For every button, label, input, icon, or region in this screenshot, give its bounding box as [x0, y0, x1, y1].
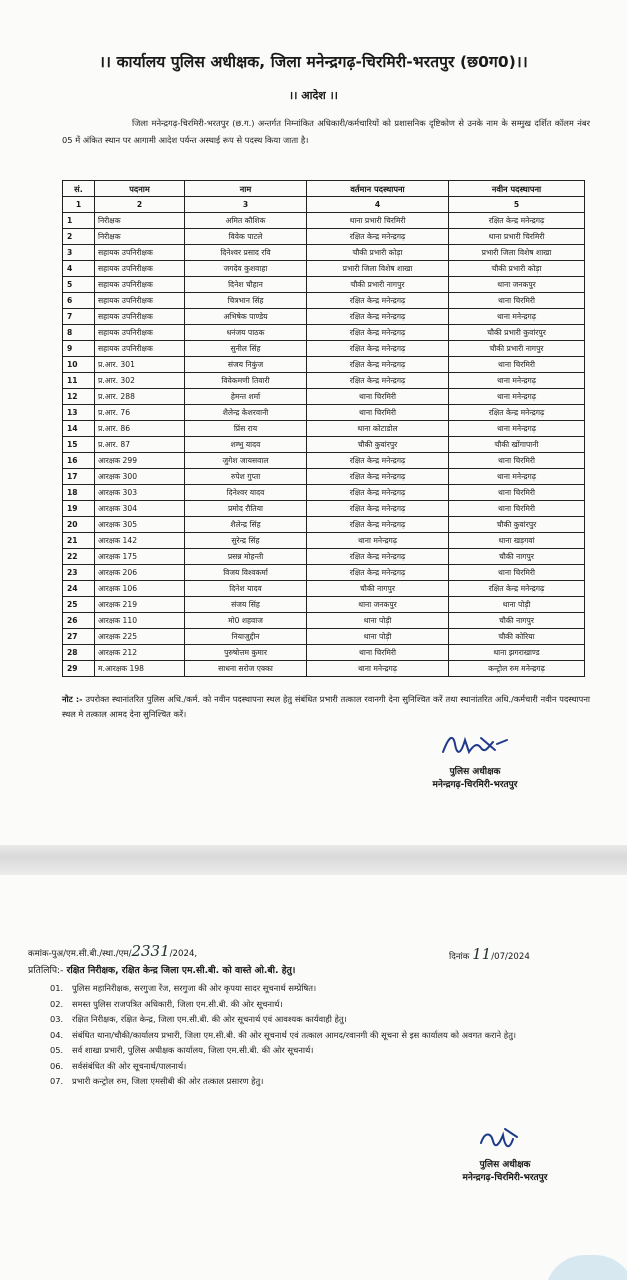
serial-cell: 6	[63, 293, 95, 309]
name-cell: शैलेन्द्र केशरवानी	[185, 405, 307, 421]
list-item-text: रक्षित निरीक्षक, रक्षित केन्द्र, जिला एम.सी.बी. की ओर सूचनार्थ एवं आवश्यक कार्यवाही हेतु।	[72, 1014, 347, 1024]
table-row	[63, 581, 585, 597]
designation-cell: आरक्षक 225	[95, 629, 185, 645]
table-row	[63, 245, 585, 261]
list-item-text: सर्वसंबंधित की ओर सूचनार्थ/पालनार्थ।	[72, 1060, 187, 1071]
copy-to-line	[28, 963, 295, 976]
serial-cell: 8	[63, 325, 95, 341]
serial-cell: 15	[63, 437, 95, 453]
signature-title: पुलिस अधीक्षक	[449, 767, 501, 777]
table-row	[63, 421, 585, 437]
list-item	[50, 1028, 580, 1044]
copy-recipient: रक्षित निरीक्षक, रक्षित केन्द्र जिला एम.सी.बी. को वास्ते ओ.बी. हेतु।	[66, 965, 296, 976]
designation-cell: आरक्षक 300	[95, 469, 185, 485]
table-row	[63, 341, 585, 357]
current-posting-cell: थाना प्रभारी चिरमिरी	[307, 213, 449, 229]
table-row	[63, 309, 585, 325]
current-posting-cell: थाना मनेन्द्रगढ़	[307, 533, 449, 549]
list-item-number: 03.	[50, 1014, 64, 1024]
table-row	[63, 613, 585, 629]
column-number: 3	[185, 197, 307, 213]
table-row	[63, 373, 585, 389]
designation-cell: निरीक्षक	[95, 213, 185, 229]
serial-cell: 16	[63, 453, 95, 469]
new-posting-cell: चौकी खोंगापानी	[449, 437, 585, 453]
name-cell: मो0 शहवाज	[185, 613, 307, 629]
serial-cell: 19	[63, 501, 95, 517]
name-cell: पुरुषोत्तम कुमार	[185, 645, 307, 661]
table-row	[63, 213, 585, 229]
designation-cell: प्र.आर. 76	[95, 405, 185, 421]
designation-cell: आरक्षक 219	[95, 597, 185, 613]
name-cell: दिनेश्वर यादव	[185, 485, 307, 501]
designation-cell: निरीक्षक	[95, 229, 185, 245]
column-number: 5	[449, 197, 585, 213]
new-posting-cell: रक्षित केन्द्र मनेन्द्रगढ़	[449, 581, 585, 597]
new-posting-cell: रक्षित केन्द्र मनेन्द्रगढ़	[449, 405, 585, 421]
list-item-text: सर्व शाखा प्रभारी, पुलिस अधीक्षक कार्यालय, जिला एम.सी.बी. की ओर सूचनार्थ।	[72, 1045, 314, 1055]
name-cell: शैलेन्द्र सिंह	[185, 517, 307, 533]
table-row	[63, 549, 585, 565]
reference-handwritten-number: 2331	[131, 942, 170, 960]
current-posting-cell: रक्षित केन्द्र मनेन्द्रगढ़	[307, 469, 449, 485]
name-cell: विजय विश्वकर्मा	[185, 565, 307, 581]
designation-cell: आरक्षक 206	[95, 565, 185, 581]
order-intro: जिला मनेन्द्रगढ़-चिरमिरी-भरतपुर (छ.ग.) अन्तर्गत निम्नांकित अधिकारी/कर्मचारियों को प्रशासनिक दृष्टिकोण से उनके नाम के सम्मुख दर्शित कॉलम नंबर 05 में अंकित स्थान पर आगामी आदेश पर्यन्त अस्थाई रूप से पदस्थ किया जाता है।	[62, 118, 590, 145]
table-row	[63, 389, 585, 405]
header-name: नाम	[185, 181, 307, 197]
current-posting-cell: प्रभारी जिला विशेष शाखा	[307, 261, 449, 277]
current-posting-cell: थाना जनकपुर	[307, 597, 449, 613]
table-row	[63, 517, 585, 533]
current-posting-cell: थाना चिरमिरी	[307, 389, 449, 405]
list-item	[50, 1012, 580, 1028]
serial-cell: 20	[63, 517, 95, 533]
current-posting-cell: रक्षित केन्द्र मनेन्द्रगढ़	[307, 485, 449, 501]
name-cell: धनंजय पाठक	[185, 325, 307, 341]
signature-block	[400, 730, 550, 790]
list-item	[50, 981, 580, 997]
designation-cell: प्र.आर. 302	[95, 373, 185, 389]
designation-cell: आरक्षक 303	[95, 485, 185, 501]
designation-cell: प्र.आर. 86	[95, 421, 185, 437]
table-row	[63, 597, 585, 613]
table-header-row	[63, 181, 585, 197]
name-cell: शम्भु यादव	[185, 437, 307, 453]
new-posting-cell: थाना मनेन्द्रगढ़	[449, 309, 585, 325]
table-row	[63, 293, 585, 309]
current-posting-cell: रक्षित केन्द्र मनेन्द्रगढ़	[307, 293, 449, 309]
new-posting-cell: थाना चिरमिरी	[449, 485, 585, 501]
name-cell: रुपेश गुप्ता	[185, 469, 307, 485]
serial-cell: 12	[63, 389, 95, 405]
table-row	[63, 229, 585, 245]
serial-cell: 22	[63, 549, 95, 565]
serial-cell: 4	[63, 261, 95, 277]
designation-cell: सहायक उपनिरीक्षक	[95, 261, 185, 277]
table-row	[63, 357, 585, 373]
current-posting-cell: थाना पोड़ी	[307, 629, 449, 645]
name-cell: अभिषेक पाण्डेय	[185, 309, 307, 325]
name-cell: सुनील सिंह	[185, 341, 307, 357]
current-posting-cell: रक्षित केन्द्र मनेन्द्रगढ़	[307, 549, 449, 565]
current-posting-cell: रक्षित केन्द्र मनेन्द्रगढ़	[307, 325, 449, 341]
list-item	[50, 997, 580, 1013]
designation-cell: प्र.आर. 288	[95, 389, 185, 405]
serial-cell: 13	[63, 405, 95, 421]
designation-cell: आरक्षक 299	[95, 453, 185, 469]
name-cell: अमित कौशिक	[185, 213, 307, 229]
serial-cell: 25	[63, 597, 95, 613]
date-label: दिनांक	[449, 952, 470, 962]
new-posting-cell: चौकी नागपुर	[449, 613, 585, 629]
new-posting-cell: थाना मनेन्द्रगढ़	[449, 469, 585, 485]
serial-cell: 10	[63, 357, 95, 373]
table-row	[63, 661, 585, 677]
name-cell: संजय सिंह	[185, 597, 307, 613]
order-heading: ।। आदेश ।।	[289, 89, 338, 102]
designation-cell: सहायक उपनिरीक्षक	[95, 341, 185, 357]
new-posting-cell: थाना खड़गवां	[449, 533, 585, 549]
table-row	[63, 533, 585, 549]
current-posting-cell: थाना चिरमिरी	[307, 645, 449, 661]
serial-cell: 2	[63, 229, 95, 245]
serial-cell: 11	[63, 373, 95, 389]
designation-cell: सहायक उपनिरीक्षक	[95, 325, 185, 341]
name-cell: हेमन्त शर्मा	[185, 389, 307, 405]
serial-cell: 1	[63, 213, 95, 229]
list-item-number: 07.	[50, 1076, 64, 1086]
designation-cell: आरक्षक 305	[95, 517, 185, 533]
current-posting-cell: चौकी नागपुर	[307, 581, 449, 597]
column-number-row	[63, 197, 585, 213]
serial-cell: 7	[63, 309, 95, 325]
serial-cell: 9	[63, 341, 95, 357]
header-current-posting: वर्तमान पदस्थापना	[307, 181, 449, 197]
new-posting-cell: कन्ट्रोल रुम मनेन्द्रगढ़	[449, 661, 585, 677]
designation-cell: आरक्षक 304	[95, 501, 185, 517]
column-number: 4	[307, 197, 449, 213]
designation-cell: आरक्षक 110	[95, 613, 185, 629]
current-posting-cell: थाना कोटाडोल	[307, 421, 449, 437]
name-cell: प्रसन्न मोहन्ती	[185, 549, 307, 565]
new-posting-cell: थाना चिरमिरी	[449, 293, 585, 309]
new-posting-cell: चौकी नागपुर	[449, 549, 585, 565]
new-posting-cell: थाना जनकपुर	[449, 277, 585, 293]
table-row	[63, 469, 585, 485]
name-cell: साधना सरोज एक्का	[185, 661, 307, 677]
list-item-number: 05.	[50, 1045, 64, 1055]
table-row	[63, 645, 585, 661]
table-row	[63, 629, 585, 645]
new-posting-cell: चौकी कोरिया	[449, 629, 585, 645]
serial-cell: 23	[63, 565, 95, 581]
signature-mark-icon	[475, 1125, 535, 1155]
name-cell: जगदेव कुशवाहा	[185, 261, 307, 277]
name-cell: प्रमोद रौतिया	[185, 501, 307, 517]
designation-cell: सहायक उपनिरीक्षक	[95, 245, 185, 261]
note-label: नोट :-	[62, 694, 83, 704]
designation-cell: सहायक उपनिरीक्षक	[95, 293, 185, 309]
current-posting-cell: रक्षित केन्द्र मनेन्द्रगढ़	[307, 517, 449, 533]
serial-cell: 27	[63, 629, 95, 645]
name-cell: सुरेन्द्र सिंह	[185, 533, 307, 549]
list-item-text: समस्त पुलिस राजपत्रित अधिकारी, जिला एम.सी.बी. की ओर सूचनार्थ।	[72, 998, 283, 1009]
current-posting-cell: चौकी कुवांरपुर	[307, 437, 449, 453]
serial-cell: 28	[63, 645, 95, 661]
current-posting-cell: रक्षित केन्द्र मनेन्द्रगढ़	[307, 501, 449, 517]
designation-cell: सहायक उपनिरीक्षक	[95, 277, 185, 293]
serial-cell: 24	[63, 581, 95, 597]
current-posting-cell: थाना मनेन्द्रगढ़	[307, 661, 449, 677]
table-row	[63, 453, 585, 469]
designation-cell: आरक्षक 175	[95, 549, 185, 565]
designation-cell: आरक्षक 106	[95, 581, 185, 597]
list-item	[50, 1043, 580, 1059]
name-cell: प्रिंस राय	[185, 421, 307, 437]
new-posting-cell: थाना प्रभारी चिरमिरी	[449, 229, 585, 245]
designation-cell: आरक्षक 212	[95, 645, 185, 661]
new-posting-cell: थाना मनेन्द्रगढ़	[449, 373, 585, 389]
copy-label: प्रतिलिपि:-	[28, 965, 64, 976]
table-row	[63, 437, 585, 453]
name-cell: नियाजुद्दीन	[185, 629, 307, 645]
list-item-text: संबंधित थाना/चौकी/कार्यालय प्रभारी, जिला एम.सी.बी. की ओर सूचनार्थ एवं तत्काल आमद/रवानगी की सूचना से इस कार्यालय को अवगत कराने हेतु।	[72, 1029, 517, 1040]
list-item-text: प्रभारी कन्ट्रोल रुम, जिला एमसीबी की ओर तत्काल प्रसारण हेतु।	[72, 1076, 264, 1086]
list-item	[50, 1059, 580, 1075]
date-handwritten-day: 11	[472, 945, 492, 963]
table-row	[63, 261, 585, 277]
reference-number	[28, 942, 197, 960]
name-cell: चित्रभान सिंह	[185, 293, 307, 309]
signature-block	[430, 1125, 580, 1183]
new-posting-cell: रक्षित केन्द्र मनेन्द्रगढ़	[449, 213, 585, 229]
current-posting-cell: थाना चिरमिरी	[307, 405, 449, 421]
current-posting-cell: रक्षित केन्द्र मनेन्द्रगढ़	[307, 453, 449, 469]
header-serial: सं.	[63, 181, 95, 197]
new-posting-cell: प्रभारी जिला विशेष शाखा	[449, 245, 585, 261]
new-posting-cell: चौकी प्रभारी कुवांरपुर	[449, 325, 585, 341]
table-row	[63, 405, 585, 421]
header-new-posting: नवीन पदस्थापना	[449, 181, 585, 197]
new-posting-cell: थाना चिरमिरी	[449, 453, 585, 469]
current-posting-cell: रक्षित केन्द्र मनेन्द्रगढ़	[307, 309, 449, 325]
list-item-number: 06.	[50, 1060, 64, 1071]
table-row	[63, 501, 585, 517]
date-rest: /07/2024	[491, 952, 530, 962]
name-cell: दिनेश चौहान	[185, 277, 307, 293]
current-posting-cell: थाना पोड़ी	[307, 613, 449, 629]
header-designation: पदनाम	[95, 181, 185, 197]
note-text: उपरोक्त स्थानांतरित पुलिस अधि./कर्म. को नवीन पदस्थापना स्थल हेतु संबंधित प्रभारी तत्काल रवानगी देना सुनिश्चित करें तथा स्थानांतरित अधि./कर्मचारी नवीन पदस्थापना स्थल मे तत्काल आमद देना सुनिश्चित करें।	[62, 694, 590, 719]
transfer-table	[62, 180, 585, 677]
table-row	[63, 325, 585, 341]
name-cell: संजय निकुंज	[185, 357, 307, 373]
new-posting-cell: थाना मनेन्द्रगढ़	[449, 421, 585, 437]
designation-cell: सहायक उपनिरीक्षक	[95, 309, 185, 325]
page-separator	[0, 845, 627, 875]
signature-place: मनेन्द्रगढ़-चिरमिरी-भरतपुर	[432, 780, 518, 790]
list-item-text: पुलिस महानिरीक्षक, सरगुजा रेंज, सरगुजा की ओर कृपया सादर सूचनार्थ सम्प्रेषित।	[72, 983, 317, 993]
column-number: 1	[63, 197, 95, 213]
signature-title: पुलिस अधीक्षक	[479, 1160, 531, 1170]
name-cell: दिनेश्वर प्रसाद रवि	[185, 245, 307, 261]
serial-cell: 17	[63, 469, 95, 485]
current-posting-cell: रक्षित केन्द्र मनेन्द्रगढ़	[307, 565, 449, 581]
designation-cell: आरक्षक 142	[95, 533, 185, 549]
name-cell: विवेक पाटले	[185, 229, 307, 245]
table-row	[63, 565, 585, 581]
table-row	[63, 277, 585, 293]
dispatch-date	[449, 945, 530, 963]
signature-place: मनेन्द्रगढ़-चिरमिरी-भरतपुर	[462, 1173, 548, 1183]
new-posting-cell: थाना चिरमिरी	[449, 565, 585, 581]
table-row	[63, 485, 585, 501]
name-cell: जुगेश जायसवाल	[185, 453, 307, 469]
current-posting-cell: रक्षित केन्द्र मनेन्द्रगढ़	[307, 373, 449, 389]
list-item-number: 04.	[50, 1029, 64, 1040]
new-posting-cell: चौकी प्रभारी कोड़ा	[449, 261, 585, 277]
serial-cell: 18	[63, 485, 95, 501]
new-posting-cell: थाना झगराखाण्ड	[449, 645, 585, 661]
serial-cell: 14	[63, 421, 95, 437]
current-posting-cell: रक्षित केन्द्र मनेन्द्रगढ़	[307, 341, 449, 357]
serial-cell: 5	[63, 277, 95, 293]
serial-cell: 3	[63, 245, 95, 261]
office-title: ।। कार्यालय पुलिस अधीक्षक, जिला मनेन्द्रगढ़-चिरमिरी-भरतपुर (छ0ग0)।।	[99, 53, 528, 71]
copy-recipients-list	[50, 981, 580, 1090]
reference-suffix: /2024,	[169, 949, 198, 959]
list-item	[50, 1074, 580, 1090]
serial-cell: 26	[63, 613, 95, 629]
new-posting-cell: चौकी कुवांरपुर	[449, 517, 585, 533]
new-posting-cell: थाना पोड़ी	[449, 597, 585, 613]
column-number: 2	[95, 197, 185, 213]
designation-cell: म.आरक्षक 198	[95, 661, 185, 677]
list-item-number: 02.	[50, 998, 64, 1009]
list-item-number: 01.	[50, 983, 64, 993]
designation-cell: प्र.आर. 87	[95, 437, 185, 453]
name-cell: दिनेश यादव	[185, 581, 307, 597]
signature-mark-icon	[435, 730, 515, 762]
serial-cell: 21	[63, 533, 95, 549]
current-posting-cell: रक्षित केन्द्र मनेन्द्रगढ़	[307, 357, 449, 373]
reference-prefix: कमांक-पुअ/एम.सी.बी./स्था./एम/	[28, 949, 132, 959]
name-cell: विवेकमणी तिवारी	[185, 373, 307, 389]
serial-cell: 29	[63, 661, 95, 677]
note-paragraph	[62, 692, 590, 722]
current-posting-cell: चौकी प्रभारी कोड़ा	[307, 245, 449, 261]
current-posting-cell: चौकी प्रभारी नागपुर	[307, 277, 449, 293]
current-posting-cell: रक्षित केन्द्र मनेन्द्रगढ़	[307, 229, 449, 245]
new-posting-cell: थाना चिरमिरी	[449, 501, 585, 517]
new-posting-cell: थाना मनेन्द्रगढ़	[449, 389, 585, 405]
new-posting-cell: चौकी प्रभारी नागपुर	[449, 341, 585, 357]
new-posting-cell: थाना चिरमिरी	[449, 357, 585, 373]
designation-cell: प्र.आर. 301	[95, 357, 185, 373]
